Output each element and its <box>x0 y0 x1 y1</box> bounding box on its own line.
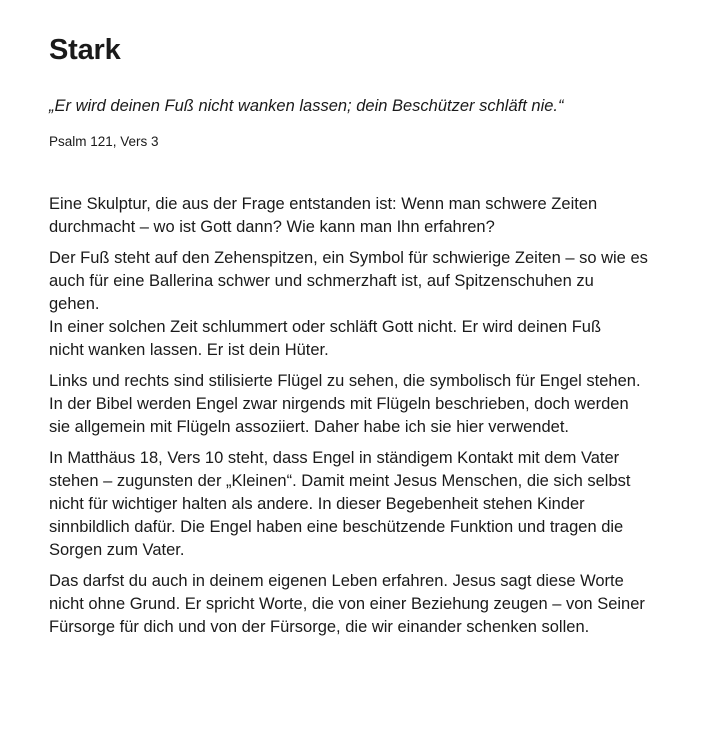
quote-source: Psalm 121, Vers 3 <box>49 134 159 149</box>
document-title: Stark <box>49 34 121 66</box>
text-line: In Matthäus 18, Vers 10 steht, dass Engel in ständigem Kontakt mit dem Vater <box>49 449 620 467</box>
text-line: sie allgemein mit Flügeln assoziiert. Daher habe ich sie hier verwendet. <box>49 418 569 436</box>
text-line: nicht für wichtiger halten als andere. In dieser Begebenheit stehen Kinder <box>49 495 585 513</box>
text-line: In einer solchen Zeit schlummert oder schläft Gott nicht. Er wird deinen Fuß <box>49 318 602 336</box>
text-line: nicht ohne Grund. Er spricht Worte, die von einer Beziehung zeugen – von Seiner <box>49 595 645 613</box>
text-line: Der Fuß steht auf den Zehenspitzen, ein Symbol für schwierige Zeiten – so wie es <box>49 249 648 267</box>
document-body <box>49 193 679 639</box>
text-line: Eine Skulptur, die aus der Frage entstanden ist: Wenn man schwere Zeiten <box>49 195 598 213</box>
text-line: durchmacht – wo ist Gott dann? Wie kann man Ihn erfahren? <box>49 218 495 236</box>
paragraph <box>49 247 679 362</box>
text-line: gehen. <box>49 295 100 313</box>
paragraph <box>49 447 679 562</box>
paragraph <box>49 193 679 239</box>
text-line: Links und rechts sind stilisierte Flügel zu sehen, die symbolisch für Engel stehen. <box>49 372 641 390</box>
bible-quote: „Er wird deinen Fuß nicht wanken lassen; dein Beschützer schläft nie.“ <box>49 97 564 115</box>
text-line: Fürsorge für dich und von der Fürsorge, die wir einander schenken sollen. <box>49 618 590 636</box>
text-line: stehen – zugunsten der „Kleinen“. Damit meint Jesus Menschen, die sich selbst <box>49 472 631 490</box>
document-page <box>49 30 679 647</box>
text-line: sinnbildlich dafür. Die Engel haben eine beschützende Funktion und tragen die <box>49 518 624 536</box>
text-line: Sorgen zum Vater. <box>49 541 185 559</box>
paragraph <box>49 370 679 439</box>
text-line: In der Bibel werden Engel zwar nirgends mit Flügeln beschrieben, doch werden <box>49 395 629 413</box>
text-line: auch für eine Ballerina schwer und schmerzhaft ist, auf Spitzenschuhen zu <box>49 272 594 290</box>
paragraph <box>49 570 679 639</box>
text-line: nicht wanken lassen. Er ist dein Hüter. <box>49 341 329 359</box>
text-line: Das darfst du auch in deinem eigenen Leben erfahren. Jesus sagt diese Worte <box>49 572 624 590</box>
